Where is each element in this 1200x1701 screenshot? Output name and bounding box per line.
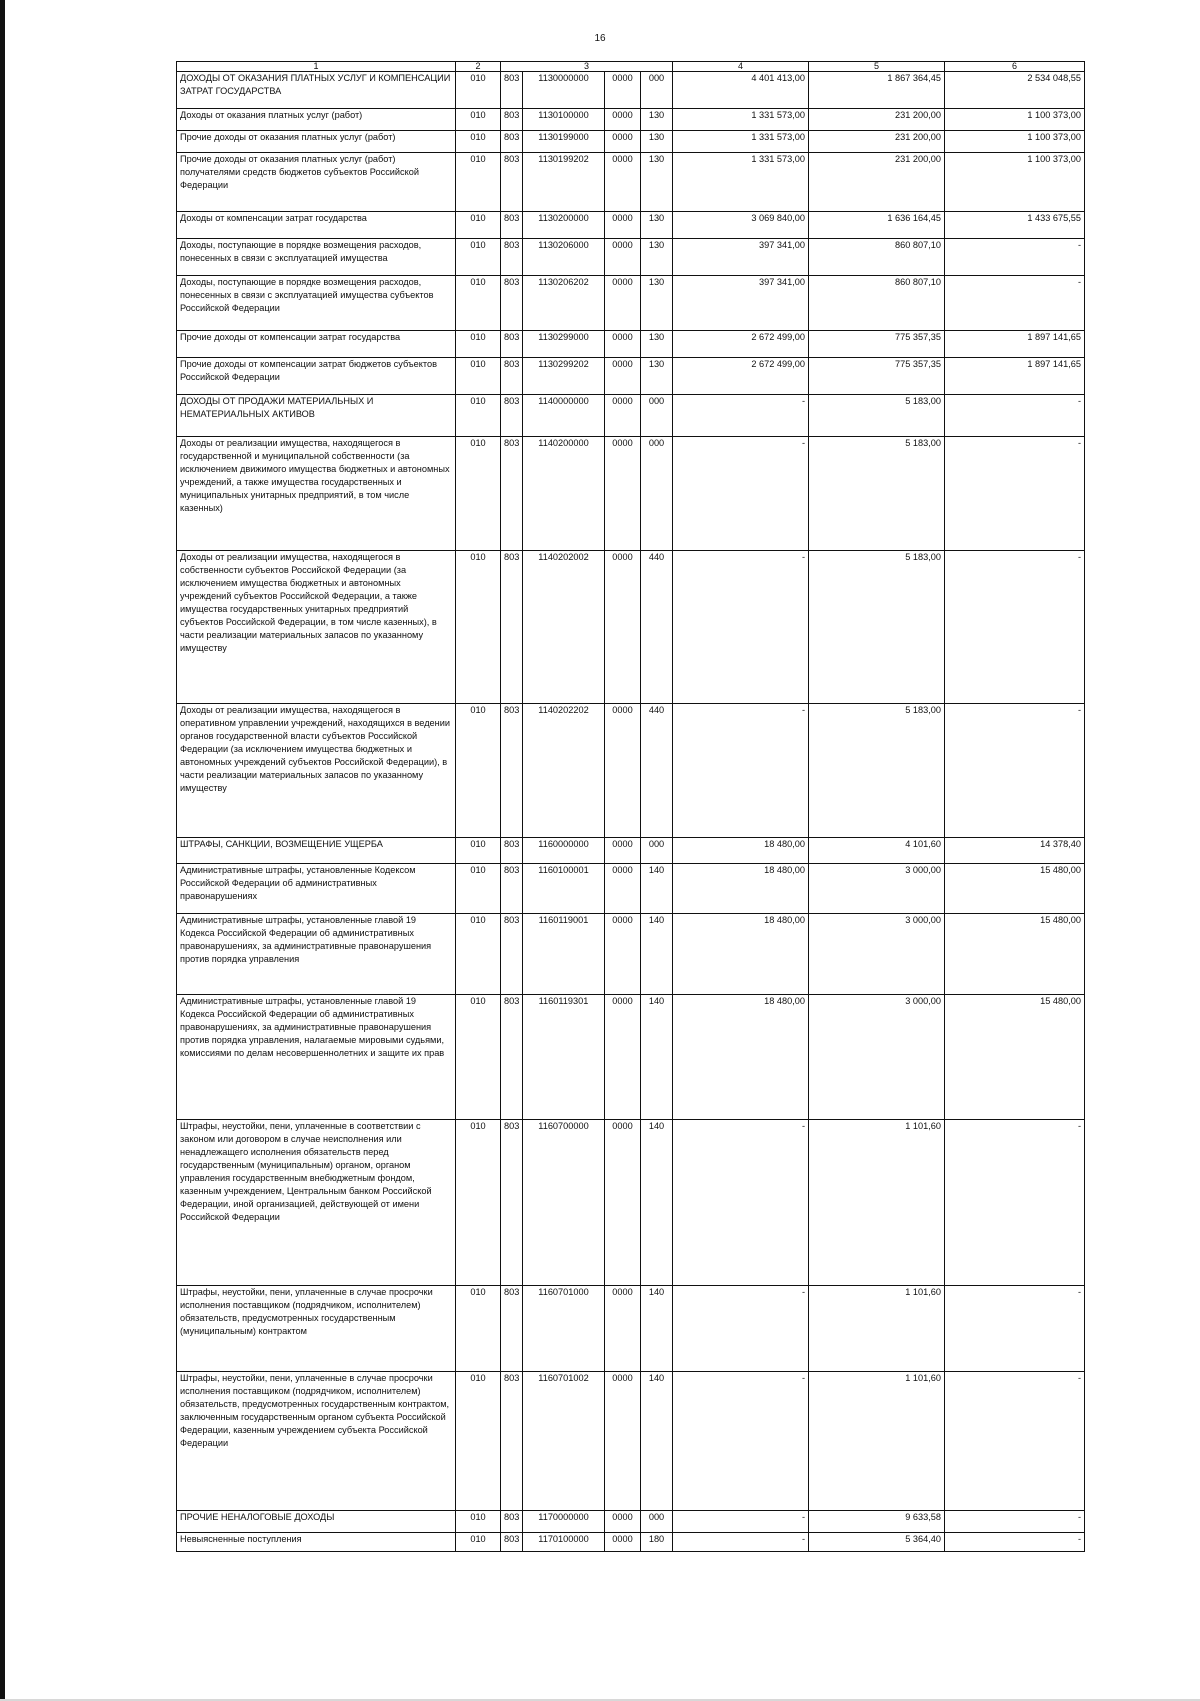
value-col4: 18 480,00 xyxy=(673,914,809,995)
header-row xyxy=(177,62,1085,72)
table-row xyxy=(177,395,1085,437)
value-col5: 231 200,00 xyxy=(809,153,945,212)
code-c4: 0000 xyxy=(605,153,641,212)
code-c1: 010 xyxy=(456,153,501,212)
table-row xyxy=(177,995,1085,1120)
value-col4: 3 069 840,00 xyxy=(673,212,809,239)
code-c2: 803 xyxy=(501,551,523,704)
column-header-4: 4 xyxy=(673,62,809,72)
page-number: 16 xyxy=(594,33,606,44)
code-c4: 0000 xyxy=(605,1533,641,1552)
code-c4: 0000 xyxy=(605,914,641,995)
value-col4: - xyxy=(673,395,809,437)
row-name: Штрафы, неустойки, пени, уплаченные в случае просрочки исполнения поставщиком (подрядчиком, исполнителем) обязательств, предусмотренных государственным (муниципальным) контрактом xyxy=(177,1286,456,1372)
table-row xyxy=(177,838,1085,864)
code-c4: 0000 xyxy=(605,1372,641,1511)
code-c4: 0000 xyxy=(605,109,641,131)
code-c4: 0000 xyxy=(605,551,641,704)
value-col6: - xyxy=(945,1372,1085,1511)
code-c3: 1140202002 xyxy=(523,551,605,704)
value-col5: 5 183,00 xyxy=(809,704,945,838)
value-col5: 1 101,60 xyxy=(809,1372,945,1511)
value-col5: 231 200,00 xyxy=(809,131,945,153)
value-col6: 15 480,00 xyxy=(945,914,1085,995)
value-col4: - xyxy=(673,1120,809,1286)
code-c5: 130 xyxy=(641,239,673,276)
value-col6: - xyxy=(945,1511,1085,1533)
value-col4: 2 672 499,00 xyxy=(673,358,809,395)
code-c1: 010 xyxy=(456,212,501,239)
value-col5: 1 867 364,45 xyxy=(809,72,945,109)
value-col4: 1 331 573,00 xyxy=(673,153,809,212)
value-col6: 15 480,00 xyxy=(945,864,1085,914)
value-col4: - xyxy=(673,1511,809,1533)
code-c5: 000 xyxy=(641,838,673,864)
value-col5: 9 633,58 xyxy=(809,1511,945,1533)
row-name: Штрафы, неустойки, пени, уплаченные в случае просрочки исполнения поставщиком (подрядчиком, исполнителем) обязательств, предусмотренных государственным контрактом, заключенным государственным органом субъекта Российской Федерации, казенным учреждением субъекта Российской Федерации xyxy=(177,1372,456,1511)
code-c4: 0000 xyxy=(605,437,641,551)
code-c3: 1130199202 xyxy=(523,153,605,212)
code-c4: 0000 xyxy=(605,358,641,395)
value-col4: 1 331 573,00 xyxy=(673,131,809,153)
value-col4: 18 480,00 xyxy=(673,864,809,914)
value-col6: 1 100 373,00 xyxy=(945,109,1085,131)
value-col6: 1 100 373,00 xyxy=(945,131,1085,153)
table-row xyxy=(177,276,1085,331)
code-c3: 1160701000 xyxy=(523,1286,605,1372)
value-col6: - xyxy=(945,239,1085,276)
table-row xyxy=(177,1286,1085,1372)
row-name: Прочие доходы от оказания платных услуг (работ) получателями средств бюджетов субъектов Российской Федерации xyxy=(177,153,456,212)
row-name: Доходы, поступающие в порядке возмещения расходов, понесенных в связи с эксплуатацией имущества xyxy=(177,239,456,276)
code-c5: 140 xyxy=(641,914,673,995)
row-name: Доходы от реализации имущества, находящегося в государственной и муниципальной собственности (за исключением движимого имущества бюджетных и автономных учреждений, а также имущества государственных и муниципальных унитарных предприятий, в том числе казенных) xyxy=(177,437,456,551)
code-c3: 1130100000 xyxy=(523,109,605,131)
row-name: Доходы от компенсации затрат государства xyxy=(177,212,456,239)
row-name: Административные штрафы, установленные главой 19 Кодекса Российской Федерации об административных правонарушениях, за административные правонарушения против порядка управления xyxy=(177,914,456,995)
value-col4: 1 331 573,00 xyxy=(673,109,809,131)
value-col5: 775 357,35 xyxy=(809,331,945,358)
row-name: Доходы от оказания платных услуг (работ) xyxy=(177,109,456,131)
code-c5: 140 xyxy=(641,864,673,914)
row-name: Невыясненные поступления xyxy=(177,1533,456,1552)
code-c4: 0000 xyxy=(605,276,641,331)
code-c3: 1130200000 xyxy=(523,212,605,239)
code-c5: 000 xyxy=(641,1511,673,1533)
code-c3: 1160701002 xyxy=(523,1372,605,1511)
code-c5: 130 xyxy=(641,276,673,331)
code-c3: 1170000000 xyxy=(523,1511,605,1533)
code-c2: 803 xyxy=(501,864,523,914)
value-col4: 4 401 413,00 xyxy=(673,72,809,109)
value-col4: - xyxy=(673,551,809,704)
value-col4: - xyxy=(673,704,809,838)
value-col5: 3 000,00 xyxy=(809,914,945,995)
value-col6: 1 100 373,00 xyxy=(945,153,1085,212)
code-c2: 803 xyxy=(501,704,523,838)
value-col4: - xyxy=(673,1372,809,1511)
value-col5: 231 200,00 xyxy=(809,109,945,131)
table-row xyxy=(177,864,1085,914)
row-name: ШТРАФЫ, САНКЦИИ, ВОЗМЕЩЕНИЕ УЩЕРБА xyxy=(177,838,456,864)
code-c5: 130 xyxy=(641,109,673,131)
value-col5: 5 364,40 xyxy=(809,1533,945,1552)
code-c2: 803 xyxy=(501,1533,523,1552)
code-c5: 140 xyxy=(641,1372,673,1511)
code-c5: 130 xyxy=(641,131,673,153)
code-c4: 0000 xyxy=(605,864,641,914)
code-c3: 1140202202 xyxy=(523,704,605,838)
code-c3: 1140200000 xyxy=(523,437,605,551)
revenue-table xyxy=(176,61,1085,1552)
code-c3: 1130299000 xyxy=(523,331,605,358)
code-c4: 0000 xyxy=(605,212,641,239)
value-col6: 1 433 675,55 xyxy=(945,212,1085,239)
table-row xyxy=(177,1120,1085,1286)
value-col5: 4 101,60 xyxy=(809,838,945,864)
code-c2: 803 xyxy=(501,1120,523,1286)
code-c1: 010 xyxy=(456,1511,501,1533)
value-col6: - xyxy=(945,276,1085,331)
value-col4: - xyxy=(673,1533,809,1552)
row-name: Прочие доходы от оказания платных услуг (работ) xyxy=(177,131,456,153)
code-c1: 010 xyxy=(456,914,501,995)
value-col6: - xyxy=(945,437,1085,551)
code-c2: 803 xyxy=(501,109,523,131)
code-c5: 180 xyxy=(641,1533,673,1552)
code-c3: 1130000000 xyxy=(523,72,605,109)
code-c1: 010 xyxy=(456,1120,501,1286)
code-c2: 803 xyxy=(501,1372,523,1511)
scan-border xyxy=(0,0,5,1701)
code-c5: 130 xyxy=(641,358,673,395)
code-c2: 803 xyxy=(501,914,523,995)
code-c4: 0000 xyxy=(605,1120,641,1286)
row-name: Административные штрафы, установленные Кодексом Российской Федерации об административных правонарушениях xyxy=(177,864,456,914)
code-c1: 010 xyxy=(456,838,501,864)
value-col6: 2 534 048,55 xyxy=(945,72,1085,109)
code-c3: 1130299202 xyxy=(523,358,605,395)
code-c3: 1130206000 xyxy=(523,239,605,276)
value-col6: 14 378,40 xyxy=(945,838,1085,864)
value-col4: 397 341,00 xyxy=(673,276,809,331)
value-col5: 1 101,60 xyxy=(809,1120,945,1286)
code-c1: 010 xyxy=(456,437,501,551)
code-c2: 803 xyxy=(501,212,523,239)
value-col4: 18 480,00 xyxy=(673,838,809,864)
code-c1: 010 xyxy=(456,995,501,1120)
code-c2: 803 xyxy=(501,395,523,437)
table-row xyxy=(177,1533,1085,1552)
code-c2: 803 xyxy=(501,131,523,153)
value-col4: 18 480,00 xyxy=(673,995,809,1120)
table-row xyxy=(177,704,1085,838)
table-row xyxy=(177,551,1085,704)
row-name: Доходы от реализации имущества, находящегося в оперативном управлении учреждений, находящихся в ведении органов государственной власти субъектов Российской Федерации (за исключением имущества бюджетных и автономных учреждений субъектов Российской Федерации), в части реализации материальных запасов по указанному имуществу xyxy=(177,704,456,838)
table-row xyxy=(177,212,1085,239)
value-col5: 775 357,35 xyxy=(809,358,945,395)
code-c3: 1130199000 xyxy=(523,131,605,153)
code-c3: 1160119001 xyxy=(523,914,605,995)
value-col5: 860 807,10 xyxy=(809,276,945,331)
row-name: Административные штрафы, установленные главой 19 Кодекса Российской Федерации об административных правонарушениях, за административные правонарушения против порядка управления, налагаемые мировыми судьями, комиссиями по делам несовершеннолетних и защите их прав xyxy=(177,995,456,1120)
value-col5: 1 636 164,45 xyxy=(809,212,945,239)
column-header-3: 3 xyxy=(501,62,673,72)
value-col6: - xyxy=(945,704,1085,838)
code-c4: 0000 xyxy=(605,239,641,276)
code-c1: 010 xyxy=(456,358,501,395)
table-row xyxy=(177,239,1085,276)
code-c1: 010 xyxy=(456,864,501,914)
code-c3: 1170100000 xyxy=(523,1533,605,1552)
row-name: ДОХОДЫ ОТ ПРОДАЖИ МАТЕРИАЛЬНЫХ И НЕМАТЕРИАЛЬНЫХ АКТИВОВ xyxy=(177,395,456,437)
code-c3: 1160100001 xyxy=(523,864,605,914)
code-c2: 803 xyxy=(501,153,523,212)
code-c4: 0000 xyxy=(605,838,641,864)
code-c2: 803 xyxy=(501,995,523,1120)
code-c5: 130 xyxy=(641,212,673,239)
table-row xyxy=(177,153,1085,212)
table-row xyxy=(177,331,1085,358)
code-c1: 010 xyxy=(456,276,501,331)
code-c2: 803 xyxy=(501,276,523,331)
code-c5: 000 xyxy=(641,437,673,551)
table-row xyxy=(177,358,1085,395)
code-c1: 010 xyxy=(456,131,501,153)
code-c4: 0000 xyxy=(605,995,641,1120)
code-c1: 010 xyxy=(456,1286,501,1372)
column-header-1: 1 xyxy=(177,62,456,72)
code-c2: 803 xyxy=(501,437,523,551)
row-name: Доходы от реализации имущества, находящегося в собственности субъектов Российской Федерации (за исключением имущества бюджетных и автономных учреждений субъектов Российской Федерации, а также имущества государственных унитарных предприятий субъектов Российской Федерации, в том числе казенных), в части реализации материальных запасов по указанному имуществу xyxy=(177,551,456,704)
code-c2: 803 xyxy=(501,239,523,276)
row-name: Прочие доходы от компенсации затрат бюджетов субъектов Российской Федерации xyxy=(177,358,456,395)
value-col6: - xyxy=(945,1286,1085,1372)
code-c2: 803 xyxy=(501,838,523,864)
code-c3: 1160700000 xyxy=(523,1120,605,1286)
value-col5: 1 101,60 xyxy=(809,1286,945,1372)
table-row xyxy=(177,914,1085,995)
value-col6: - xyxy=(945,395,1085,437)
value-col5: 860 807,10 xyxy=(809,239,945,276)
code-c4: 0000 xyxy=(605,1511,641,1533)
value-col4: - xyxy=(673,437,809,551)
value-col4: 397 341,00 xyxy=(673,239,809,276)
value-col6: - xyxy=(945,551,1085,704)
column-header-5: 5 xyxy=(809,62,945,72)
code-c1: 010 xyxy=(456,1533,501,1552)
code-c1: 010 xyxy=(456,395,501,437)
code-c5: 000 xyxy=(641,72,673,109)
code-c1: 010 xyxy=(456,704,501,838)
code-c3: 1140000000 xyxy=(523,395,605,437)
value-col5: 5 183,00 xyxy=(809,395,945,437)
code-c1: 010 xyxy=(456,551,501,704)
code-c4: 0000 xyxy=(605,1286,641,1372)
code-c2: 803 xyxy=(501,1286,523,1372)
value-col6: 15 480,00 xyxy=(945,995,1085,1120)
code-c4: 0000 xyxy=(605,395,641,437)
value-col5: 5 183,00 xyxy=(809,437,945,551)
code-c3: 1160119301 xyxy=(523,995,605,1120)
code-c5: 140 xyxy=(641,1286,673,1372)
row-name: Штрафы, неустойки, пени, уплаченные в соответствии с законом или договором в случае неисполнения или ненадлежащего исполнения обязательств перед государственным (муниципальным) органом, органом управления государственным внебюджетным фондом, казенным учреждением, Центральным банком Российской Федерации, иной организацией, действующей от имени Российской Федерации xyxy=(177,1120,456,1286)
code-c5: 130 xyxy=(641,331,673,358)
value-col6: - xyxy=(945,1120,1085,1286)
row-name: ДОХОДЫ ОТ ОКАЗАНИЯ ПЛАТНЫХ УСЛУГ И КОМПЕНСАЦИИ ЗАТРАТ ГОСУДАРСТВА xyxy=(177,72,456,109)
value-col6: 1 897 141,65 xyxy=(945,358,1085,395)
value-col5: 3 000,00 xyxy=(809,995,945,1120)
table-row xyxy=(177,72,1085,109)
value-col6: 1 897 141,65 xyxy=(945,331,1085,358)
table-row xyxy=(177,131,1085,153)
value-col5: 3 000,00 xyxy=(809,864,945,914)
code-c1: 010 xyxy=(456,109,501,131)
code-c5: 140 xyxy=(641,1120,673,1286)
code-c3: 1130206202 xyxy=(523,276,605,331)
value-col5: 5 183,00 xyxy=(809,551,945,704)
code-c2: 803 xyxy=(501,1511,523,1533)
table-row xyxy=(177,437,1085,551)
table-row xyxy=(177,1511,1085,1533)
table-row xyxy=(177,1372,1085,1511)
code-c1: 010 xyxy=(456,331,501,358)
code-c3: 1160000000 xyxy=(523,838,605,864)
code-c5: 140 xyxy=(641,995,673,1120)
code-c2: 803 xyxy=(501,331,523,358)
table-row xyxy=(177,109,1085,131)
code-c5: 130 xyxy=(641,153,673,212)
value-col4: 2 672 499,00 xyxy=(673,331,809,358)
code-c4: 0000 xyxy=(605,131,641,153)
code-c2: 803 xyxy=(501,358,523,395)
code-c4: 0000 xyxy=(605,72,641,109)
code-c5: 440 xyxy=(641,704,673,838)
code-c5: 440 xyxy=(641,551,673,704)
code-c2: 803 xyxy=(501,72,523,109)
code-c1: 010 xyxy=(456,239,501,276)
code-c5: 000 xyxy=(641,395,673,437)
code-c1: 010 xyxy=(456,72,501,109)
code-c1: 010 xyxy=(456,1372,501,1511)
column-header-2: 2 xyxy=(456,62,501,72)
row-name: ПРОЧИЕ НЕНАЛОГОВЫЕ ДОХОДЫ xyxy=(177,1511,456,1533)
row-name: Доходы, поступающие в порядке возмещения расходов, понесенных в связи с эксплуатацией имущества субъектов Российской Федерации xyxy=(177,276,456,331)
value-col4: - xyxy=(673,1286,809,1372)
column-header-6: 6 xyxy=(945,62,1085,72)
code-c4: 0000 xyxy=(605,704,641,838)
value-col6: - xyxy=(945,1533,1085,1552)
code-c4: 0000 xyxy=(605,331,641,358)
row-name: Прочие доходы от компенсации затрат государства xyxy=(177,331,456,358)
